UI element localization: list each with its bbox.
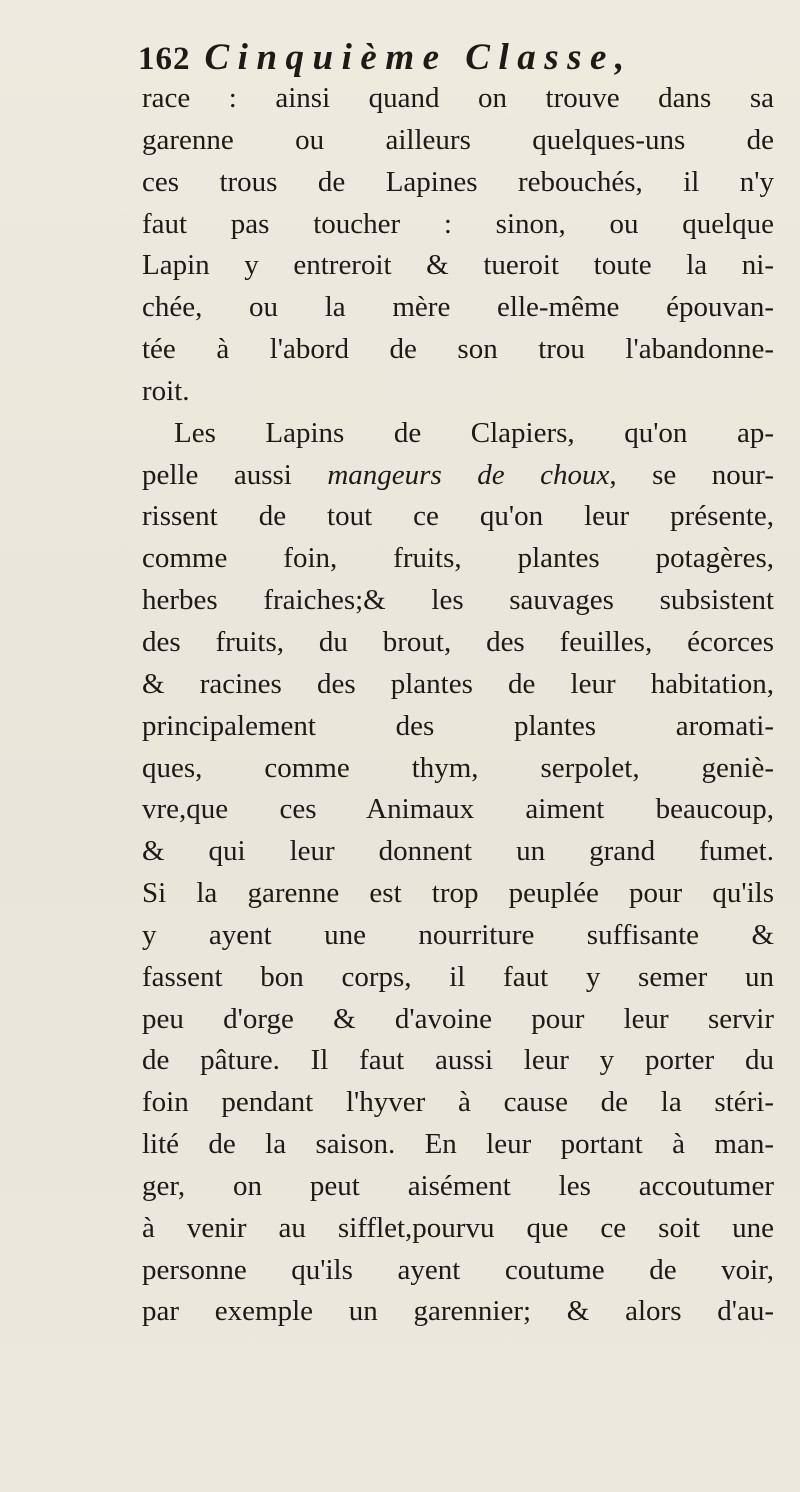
text-line: de pâture. Il faut aussi leur y porter du: [142, 1044, 774, 1077]
text-line: Lapin y entreroit & tueroit toute la ni-: [142, 249, 774, 282]
page-number: 162: [138, 41, 191, 77]
text-line: des fruits, du brout, des feuilles, écorces: [142, 625, 774, 658]
text-line: & qui leur donnent un grand fumet.: [142, 835, 774, 868]
text-line: chée, ou la mère elle-même épouvan-: [142, 291, 774, 324]
text-line: [142, 455, 774, 497]
text-line: herbes fraiches;& les sauvages subsistent: [142, 584, 774, 617]
text-line: race : ainsi quand on trouve dans sa: [142, 82, 774, 114]
paragraph-start-line: Les Lapins de Clapiers, qu'on ap-: [174, 416, 774, 449]
paragraph-end-line: roit.: [142, 374, 190, 407]
text-line: y ayent une nourriture suffisante &: [142, 918, 774, 951]
text-line: fassent bon corps, il faut y semer un: [142, 960, 774, 993]
text-line: ces trous de Lapines rebouchés, il n'y: [142, 165, 774, 198]
text-segment: , se nour-: [609, 458, 774, 491]
text-line: lité de la saison. En leur portant à man-: [142, 1128, 774, 1161]
text-line: garenne ou ailleurs quelques-uns de: [142, 123, 774, 156]
text-line: peu d'orge & d'avoine pour leur servir: [142, 1002, 774, 1035]
text-line: à venir au sifflet,pourvu que ce soit une: [142, 1211, 774, 1244]
text-line: & racines des plantes de leur habitation,: [142, 667, 774, 700]
text-line: comme foin, fruits, plantes potagères,: [142, 542, 774, 575]
body-text: [142, 78, 774, 1333]
text-line: faut pas toucher : sinon, ou quelque: [142, 207, 774, 240]
text-segment: pelle aussi: [142, 458, 292, 491]
text-line: foin pendant l'hyver à cause de la stéri-: [142, 1086, 774, 1119]
text-line: rissent de tout ce qu'on leur présente,: [142, 500, 774, 533]
section-title: Cinquième Classe,: [204, 37, 633, 78]
text-line: personne qu'ils ayent coutume de voir,: [142, 1253, 774, 1286]
text-line: ques, comme thym, serpolet, geniè-: [142, 751, 774, 784]
running-head: [138, 36, 633, 82]
text-line: vre,que ces Animaux aiment beaucoup,: [142, 793, 774, 826]
italic-phrase: mangeurs de choux: [327, 458, 610, 491]
text-line: par exemple un garennier; & alors d'au-: [142, 1295, 774, 1328]
text-line: ger, on peut aisément les accoutumer: [142, 1169, 774, 1202]
text-line: tée à l'abord de son trou l'abandonne-: [142, 333, 774, 366]
text-line: principalement des plantes aromati-: [142, 709, 774, 742]
text-line: Si la garenne est trop peuplée pour qu'ils: [142, 877, 774, 910]
